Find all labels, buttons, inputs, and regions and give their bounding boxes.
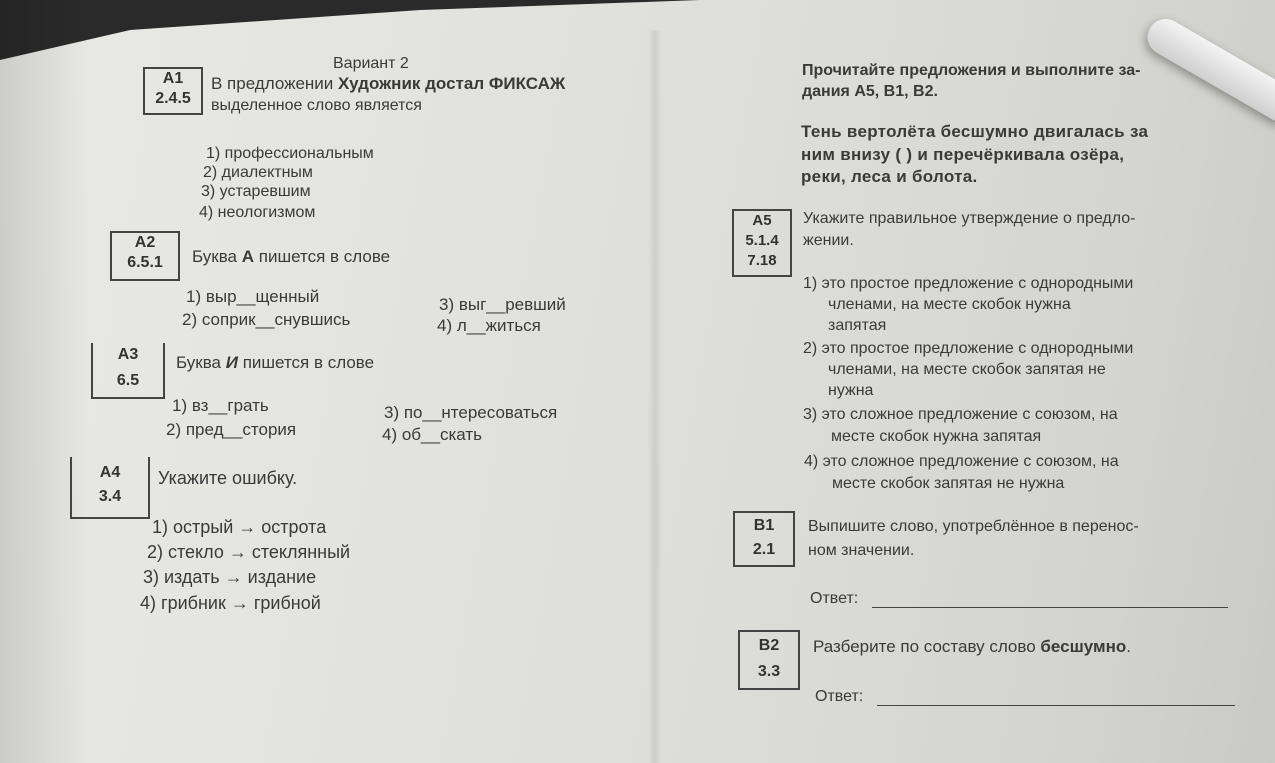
task-box-b2 [738, 630, 800, 690]
intro-line-1: Прочитайте предложения и выполните за- [802, 62, 1141, 79]
a3-option-2: 2) пред__стория [166, 420, 297, 439]
a1-prompt-line2: выделенное слово является [211, 97, 422, 114]
task-ref: 6.5 [116, 372, 140, 389]
a1-prompt-text: В предложении [211, 74, 339, 93]
a1-option-1: 1) профессиональным [206, 145, 374, 162]
a4-option-1: 1) острый → острота [152, 517, 327, 537]
variant-title: Вариант 2 [333, 55, 409, 72]
page-fold [648, 30, 662, 763]
b2-prompt-text-end: . [1126, 637, 1131, 656]
a5-option-1-cont: членами, на месте скобок нужна [828, 296, 1071, 313]
a1-option-3: 3) устаревшим [201, 183, 311, 200]
a5-prompt-line2: жении. [803, 232, 854, 249]
a1-option-2: 2) диалектным [203, 164, 313, 181]
a5-option-3: 3) это сложное предложение с союзом, на [803, 406, 1118, 423]
a3-prompt-bold: И [225, 353, 238, 372]
a3-prompt-text: Буква [176, 353, 226, 372]
b2-prompt-text: Разберите по составу слово [813, 637, 1041, 656]
a3-prompt [176, 353, 374, 373]
text-line-3: реки, леса и болота. [801, 167, 978, 186]
a1-prompt [211, 74, 565, 94]
a4-option-4: 4) грибник → грибной [140, 593, 321, 613]
a1-prompt-bold: Художник достал ФИКСАЖ [338, 74, 566, 93]
a2-option-1: 1) выр__щенный [186, 287, 320, 306]
a5-option-2: 2) это простое предложение с однородными [803, 340, 1134, 357]
a2-prompt-text-end: пишется в слове [254, 247, 391, 266]
a2-prompt-text: Буква [192, 247, 242, 266]
a2-option-4: 4) л__житься [437, 316, 541, 335]
task-code: А5 [752, 212, 772, 229]
a3-option-1: 1) вз__грать [172, 396, 269, 415]
b1-prompt-line1: Выпишите слово, употреблённое в перенос- [808, 518, 1139, 535]
b2-answer-label: Ответ: [815, 688, 864, 705]
a4-option-2: 2) стекло → стеклянный [147, 542, 351, 562]
task-ref: 3.4 [98, 488, 122, 505]
a3-prompt-text-end: пишется в слове [237, 353, 375, 372]
a2-option-2: 2) соприк__снувшись [182, 310, 351, 329]
task-code: А4 [99, 464, 121, 481]
a5-option-3-cont: месте скобок нужна запятая [831, 428, 1042, 445]
b1-answer-label: Ответ: [810, 590, 859, 607]
task-ref: 3.3 [757, 663, 781, 680]
b2-prompt-bold: бесшумно [1040, 637, 1127, 656]
a5-option-4: 4) это сложное предложение с союзом, на [804, 453, 1119, 470]
a5-option-1-cont2: запятая [828, 317, 887, 334]
a4-prompt: Укажите ошибку. [158, 468, 298, 488]
task-code: А1 [162, 70, 184, 87]
b1-prompt-line2: ном значении. [808, 542, 915, 559]
task-box-a1 [143, 67, 203, 115]
a3-option-4: 4) об__скать [382, 425, 482, 444]
a2-prompt-bold: А [241, 247, 255, 266]
intro-line-2: дания А5, В1, В2. [802, 83, 938, 100]
a2-prompt [192, 247, 390, 267]
a5-option-2-cont2: нужна [828, 382, 874, 399]
a5-option-4-cont: месте скобок запятая не нужна [832, 475, 1065, 492]
b2-answer-line[interactable] [877, 705, 1235, 706]
a5-option-2-cont: членами, на месте скобок запятая не [828, 361, 1106, 378]
task-code: В1 [753, 517, 775, 534]
b2-prompt [813, 637, 1131, 657]
a1-option-4: 4) неологизмом [199, 204, 316, 221]
task-code: А3 [117, 346, 139, 363]
task-box-a5 [732, 209, 792, 277]
b1-answer-line[interactable] [872, 607, 1228, 608]
page-shadow [0, 0, 90, 763]
a5-option-1: 1) это простое предложение с однородными [803, 275, 1134, 292]
task-box-a4 [70, 457, 150, 519]
text-line-2: ним внизу ( ) и перечёркивала озёра, [801, 145, 1125, 164]
a5-prompt-line1: Укажите правильное утверждение о предло- [803, 210, 1136, 227]
task-box-a2 [110, 231, 180, 281]
task-ref: 2.4.5 [155, 90, 191, 107]
task-ref: 2.1 [752, 541, 776, 558]
task-ref: 6.5.1 [127, 254, 163, 271]
task-box-b1 [733, 511, 795, 567]
task-ref-2: 7.18 [747, 252, 777, 269]
task-code: А2 [134, 234, 156, 251]
a3-option-3: 3) по__нтересоваться [384, 403, 558, 422]
task-ref: 5.1.4 [745, 232, 779, 249]
text-line-1: Тень вертолёта бесшумно двигалась за [801, 122, 1149, 141]
a4-option-3: 3) издать → издание [143, 567, 317, 587]
task-code: В2 [758, 637, 780, 654]
task-box-a3 [91, 343, 165, 399]
a2-option-3: 3) выг__ревший [439, 295, 566, 314]
